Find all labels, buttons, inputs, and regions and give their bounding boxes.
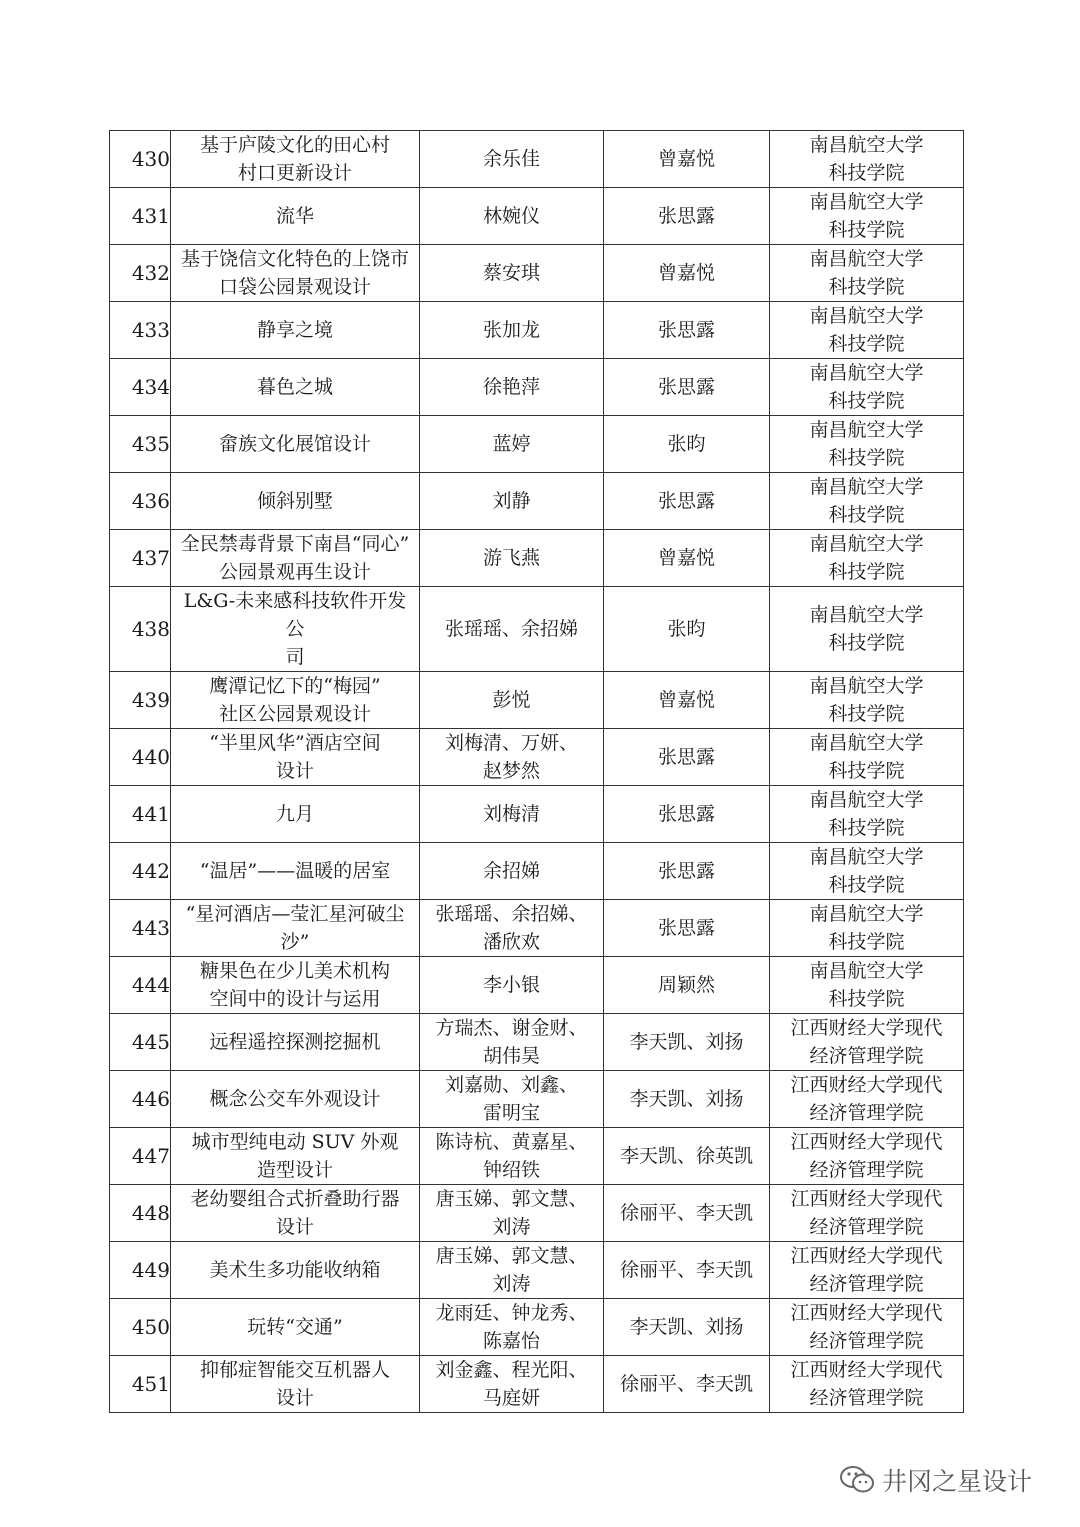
school-cell: 江西财经大学现代 经济管理学院	[770, 1299, 964, 1356]
school-cell: 南昌航空大学 科技学院	[770, 786, 964, 843]
table-row	[110, 1356, 964, 1413]
row-number-cell: 433	[110, 302, 171, 359]
advisors-cell: 张思露	[604, 900, 770, 957]
row-number-cell: 435	[110, 416, 171, 473]
work-title-cell: 倾斜别墅	[171, 473, 420, 530]
advisors-cell: 李天凯、刘扬	[604, 1014, 770, 1071]
school-cell: 南昌航空大学 科技学院	[770, 900, 964, 957]
row-number-cell: 444	[110, 957, 171, 1014]
authors-cell: 唐玉娣、郭文慧、 刘涛	[420, 1242, 604, 1299]
table-row	[110, 843, 964, 900]
school-cell: 南昌航空大学 科技学院	[770, 245, 964, 302]
awards-table	[109, 130, 964, 1413]
work-title-cell: 基于庐陵文化的田心村 村口更新设计	[171, 131, 420, 188]
school-cell: 南昌航空大学 科技学院	[770, 587, 964, 672]
row-number-cell: 441	[110, 786, 171, 843]
row-number-cell: 432	[110, 245, 171, 302]
work-title-cell: 城市型纯电动 SUV 外观 造型设计	[171, 1128, 420, 1185]
wechat-icon	[838, 1464, 876, 1496]
school-cell: 南昌航空大学 科技学院	[770, 416, 964, 473]
authors-cell: 余招娣	[420, 843, 604, 900]
table-row	[110, 416, 964, 473]
table-row	[110, 1299, 964, 1356]
authors-cell: 游飞燕	[420, 530, 604, 587]
school-cell: 南昌航空大学 科技学院	[770, 131, 964, 188]
awards-table-body	[110, 131, 964, 1413]
table-row	[110, 1071, 964, 1128]
work-title-cell: 全民禁毒背景下南昌“同心” 公园景观再生设计	[171, 530, 420, 587]
table-row	[110, 530, 964, 587]
watermark-text: 井冈之星设计	[882, 1467, 1033, 1496]
row-number-cell: 445	[110, 1014, 171, 1071]
authors-cell: 陈诗杭、黄嘉星、 钟绍铁	[420, 1128, 604, 1185]
work-title-cell: 玩转“交通”	[171, 1299, 420, 1356]
work-title-cell: 九月	[171, 786, 420, 843]
school-cell: 江西财经大学现代 经济管理学院	[770, 1185, 964, 1242]
work-title-cell: 老幼婴组合式折叠助行器 设计	[171, 1185, 420, 1242]
school-cell: 南昌航空大学 科技学院	[770, 302, 964, 359]
work-title-cell: 基于饶信文化特色的上饶市 口袋公园景观设计	[171, 245, 420, 302]
row-number-cell: 430	[110, 131, 171, 188]
table-row	[110, 359, 964, 416]
advisors-cell: 曾嘉悦	[604, 672, 770, 729]
row-number-cell: 442	[110, 843, 171, 900]
table-row	[110, 131, 964, 188]
school-cell: 江西财经大学现代 经济管理学院	[770, 1128, 964, 1185]
authors-cell: 刘嘉勋、刘鑫、 雷明宝	[420, 1071, 604, 1128]
advisors-cell: 李天凯、徐英凯	[604, 1128, 770, 1185]
row-number-cell: 450	[110, 1299, 171, 1356]
authors-cell: 方瑞杰、谢金财、 胡伟昊	[420, 1014, 604, 1071]
advisors-cell: 曾嘉悦	[604, 245, 770, 302]
work-title-cell: 暮色之城	[171, 359, 420, 416]
row-number-cell: 446	[110, 1071, 171, 1128]
table-row	[110, 786, 964, 843]
row-number-cell: 451	[110, 1356, 171, 1413]
table-row	[110, 587, 964, 672]
advisors-cell: 张思露	[604, 188, 770, 245]
advisors-cell: 张思露	[604, 473, 770, 530]
authors-cell: 张瑶瑶、余招娣、 潘欣欢	[420, 900, 604, 957]
row-number-cell: 447	[110, 1128, 171, 1185]
authors-cell: 李小银	[420, 957, 604, 1014]
work-title-cell: 畲族文化展馆设计	[171, 416, 420, 473]
advisors-cell: 张昀	[604, 416, 770, 473]
school-cell: 南昌航空大学 科技学院	[770, 359, 964, 416]
advisors-cell: 张思露	[604, 786, 770, 843]
school-cell: 南昌航空大学 科技学院	[770, 729, 964, 786]
authors-cell: 林婉仪	[420, 188, 604, 245]
authors-cell: 蔡安琪	[420, 245, 604, 302]
work-title-cell: 流华	[171, 188, 420, 245]
authors-cell: 刘梅清、万妍、 赵梦然	[420, 729, 604, 786]
table-row	[110, 1014, 964, 1071]
school-cell: 南昌航空大学 科技学院	[770, 843, 964, 900]
table-row	[110, 188, 964, 245]
row-number-cell: 439	[110, 672, 171, 729]
row-number-cell: 449	[110, 1242, 171, 1299]
work-title-cell: “半里风华”酒店空间 设计	[171, 729, 420, 786]
work-title-cell: 鹰潭记忆下的“梅园” 社区公园景观设计	[171, 672, 420, 729]
advisors-cell: 张思露	[604, 729, 770, 786]
work-title-cell: L&G-未来感科技软件开发公 司	[171, 587, 420, 672]
table-row	[110, 900, 964, 957]
row-number-cell: 431	[110, 188, 171, 245]
authors-cell: 余乐佳	[420, 131, 604, 188]
table-row	[110, 302, 964, 359]
school-cell: 南昌航空大学 科技学院	[770, 530, 964, 587]
table-row	[110, 1242, 964, 1299]
advisors-cell: 李天凯、刘扬	[604, 1071, 770, 1128]
table-row	[110, 1185, 964, 1242]
authors-cell: 唐玉娣、郭文慧、 刘涛	[420, 1185, 604, 1242]
authors-cell: 刘梅清	[420, 786, 604, 843]
table-row	[110, 957, 964, 1014]
advisors-cell: 曾嘉悦	[604, 530, 770, 587]
authors-cell: 刘静	[420, 473, 604, 530]
school-cell: 南昌航空大学 科技学院	[770, 473, 964, 530]
school-cell: 江西财经大学现代 经济管理学院	[770, 1014, 964, 1071]
work-title-cell: 糖果色在少儿美术机构 空间中的设计与运用	[171, 957, 420, 1014]
authors-cell: 龙雨廷、钟龙秀、 陈嘉怡	[420, 1299, 604, 1356]
table-row	[110, 729, 964, 786]
row-number-cell: 440	[110, 729, 171, 786]
authors-cell: 徐艳萍	[420, 359, 604, 416]
advisors-cell: 徐丽平、李天凯	[604, 1356, 770, 1413]
authors-cell: 蓝婷	[420, 416, 604, 473]
advisors-cell: 张思露	[604, 359, 770, 416]
advisors-cell: 徐丽平、李天凯	[604, 1185, 770, 1242]
advisors-cell: 周颖然	[604, 957, 770, 1014]
row-number-cell: 437	[110, 530, 171, 587]
school-cell: 南昌航空大学 科技学院	[770, 188, 964, 245]
work-title-cell: “星河酒店—莹汇星河破尘 沙”	[171, 900, 420, 957]
work-title-cell: 静享之境	[171, 302, 420, 359]
row-number-cell: 443	[110, 900, 171, 957]
row-number-cell: 448	[110, 1185, 171, 1242]
table-row	[110, 245, 964, 302]
advisors-cell: 张思露	[604, 843, 770, 900]
work-title-cell: 抑郁症智能交互机器人 设计	[171, 1356, 420, 1413]
work-title-cell: 美术生多功能收纳箱	[171, 1242, 420, 1299]
advisors-cell: 张思露	[604, 302, 770, 359]
school-cell: 江西财经大学现代 经济管理学院	[770, 1356, 964, 1413]
work-title-cell: “温居”——温暖的居室	[171, 843, 420, 900]
advisors-cell: 张昀	[604, 587, 770, 672]
school-cell: 江西财经大学现代 经济管理学院	[770, 1242, 964, 1299]
advisors-cell: 李天凯、刘扬	[604, 1299, 770, 1356]
table-row	[110, 473, 964, 530]
row-number-cell: 436	[110, 473, 171, 530]
authors-cell: 张瑶瑶、余招娣	[420, 587, 604, 672]
authors-cell: 彭悦	[420, 672, 604, 729]
work-title-cell: 概念公交车外观设计	[171, 1071, 420, 1128]
school-cell: 南昌航空大学 科技学院	[770, 957, 964, 1014]
work-title-cell: 远程遥控探测挖掘机	[171, 1014, 420, 1071]
advisors-cell: 曾嘉悦	[604, 131, 770, 188]
row-number-cell: 434	[110, 359, 171, 416]
authors-cell: 张加龙	[420, 302, 604, 359]
school-cell: 南昌航空大学 科技学院	[770, 672, 964, 729]
table-row	[110, 1128, 964, 1185]
authors-cell: 刘金鑫、程光阳、 马庭妍	[420, 1356, 604, 1413]
row-number-cell: 438	[110, 587, 171, 672]
advisors-cell: 徐丽平、李天凯	[604, 1242, 770, 1299]
table-row	[110, 672, 964, 729]
school-cell: 江西财经大学现代 经济管理学院	[770, 1071, 964, 1128]
watermark	[838, 1462, 1032, 1498]
